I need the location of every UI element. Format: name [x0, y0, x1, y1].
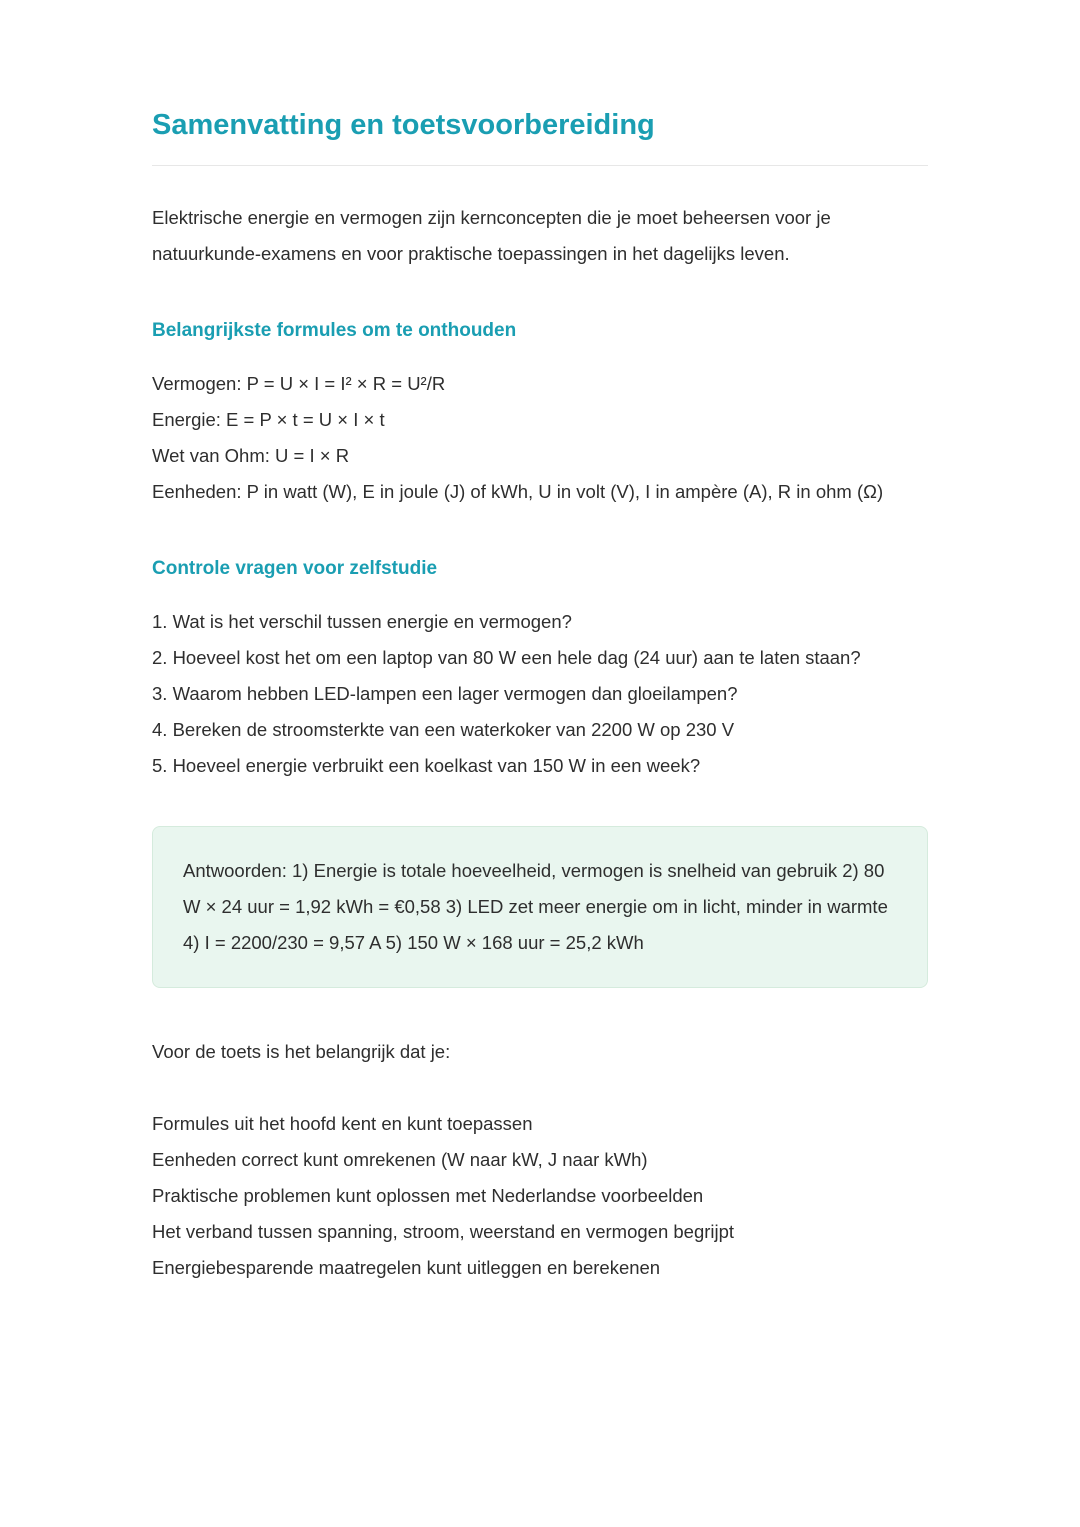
- formula-line-ohms-law: Wet van Ohm: U = I × R: [152, 444, 350, 466]
- exam-checklist-item: Formules uit het hoofd kent en kunt toepassen: [152, 1112, 533, 1134]
- exam-checklist-item: Energiebesparende maatregelen kunt uitleggen en berekenen: [152, 1256, 661, 1278]
- answers-box: [152, 826, 928, 988]
- intro-paragraph: Elektrische energie en vermogen zijn kernconcepten die je moet beheersen voor je natuurkunde-examens en voor praktische toepassingen in het dagelijks leven.: [152, 206, 831, 264]
- answers-text: Antwoorden: 1) Energie is totale hoeveelheid, vermogen is snelheid van gebruik 2) 80 W × 24 uur = 1,92 kWh = €0,58 3) LED zet meer energie om in licht, minder in warmte 4) I = 2200/230 = 9,57 A 5) 150 W × 168 uur = 25,2 kWh: [183, 859, 888, 953]
- exam-checklist-item: Eenheden correct kunt omrekenen (W naar kW, J naar kWh): [152, 1148, 648, 1170]
- formula-line-units: Eenheden: P in watt (W), E in joule (J) of kWh, U in volt (V), I in ampère (A), R in ohm (Ω): [152, 480, 884, 502]
- question-item: 4. Bereken de stroomsterkte van een waterkoker van 2200 W op 230 V: [152, 718, 735, 740]
- question-item: 1. Wat is het verschil tussen energie en vermogen?: [152, 610, 572, 632]
- formula-line-power: Vermogen: P = U × I = I² × R = U²/R: [152, 372, 446, 394]
- page-title: Samenvatting en toetsvoorbereiding: [152, 108, 928, 166]
- question-item: 2. Hoeveel kost het om een laptop van 80 W een hele dag (24 uur) aan te laten staan?: [152, 646, 861, 668]
- formulas-heading: Belangrijkste formules om te onthouden: [152, 319, 517, 341]
- exam-checklist: [152, 1106, 928, 1286]
- exam-intro: Voor de toets is het belangrijk dat je:: [152, 1040, 451, 1062]
- exam-checklist-item: Het verband tussen spanning, stroom, weerstand en vermogen begrijpt: [152, 1220, 735, 1242]
- exam-checklist-item: Praktische problemen kunt oplossen met Nederlandse voorbeelden: [152, 1184, 704, 1206]
- formulas-list: [152, 366, 928, 510]
- formula-line-energy: Energie: E = P × t = U × I × t: [152, 408, 385, 430]
- question-item: 3. Waarom hebben LED-lampen een lager vermogen dan gloeilampen?: [152, 682, 738, 704]
- questions-list: [152, 604, 928, 784]
- question-item: 5. Hoeveel energie verbruikt een koelkast van 150 W in een week?: [152, 754, 701, 776]
- questions-heading: Controle vragen voor zelfstudie: [152, 557, 438, 579]
